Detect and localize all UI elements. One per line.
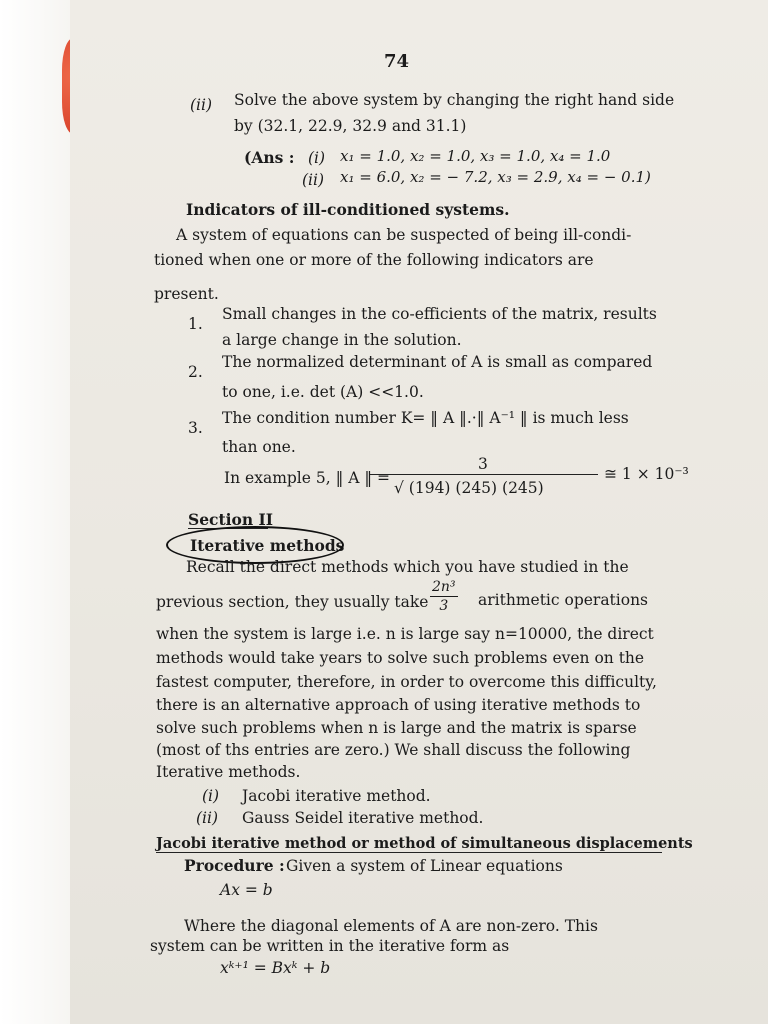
indicator-3-line-2: than one.	[222, 438, 296, 456]
section-title: Section II	[188, 510, 274, 529]
section-subtitle: Iterative methods	[190, 536, 345, 555]
body-line-2-start: previous section, they usually take	[156, 593, 429, 611]
where-line-2: system can be written in the iterative form as	[150, 937, 510, 955]
where-line-1: Where the diagonal elements of A are non-zero. This	[184, 917, 598, 935]
indicator-3-number: 3.	[188, 419, 203, 437]
equation-ax-b: Ax = b	[220, 881, 273, 899]
indicators-heading: Indicators of ill-conditioned systems.	[186, 200, 510, 219]
indicator-1-line-2: a large change in the solution.	[222, 331, 462, 349]
iterative-form: xᵏ⁺¹ = Bxᵏ + b	[220, 959, 331, 977]
page-margin	[0, 0, 70, 1024]
indicator-1-number: 1.	[188, 315, 203, 333]
document-page	[70, 0, 768, 1024]
indicators-intro-1: A system of equations can be suspected of being ill-condi-	[176, 226, 632, 244]
page-number: 74	[384, 51, 410, 72]
body-line-5: fastest computer, therefore, in order to overcome this difficulty,	[156, 673, 657, 691]
answer-ii-marker: (ii)	[302, 171, 325, 189]
fraction-numerator: 2n³	[432, 579, 456, 595]
example-fraction-bar	[370, 474, 598, 475]
body-line-3: when the system is large i.e. n is large say n=10000, the direct	[156, 625, 654, 643]
body-line-2-end: arithmetic operations	[478, 591, 649, 609]
indicator-1-line-1: Small changes in the co-efficients of the matrix, results	[222, 305, 657, 323]
procedure-text: Given a system of Linear equations	[286, 857, 563, 875]
method-2-text: Gauss Seidel iterative method.	[242, 809, 484, 827]
answer-label: (Ans :	[244, 148, 295, 167]
indicator-2-number: 2.	[188, 363, 203, 381]
example-denominator: √ (194) (245) (245)	[394, 479, 544, 497]
fraction-denominator: 3	[439, 598, 449, 614]
body-line-9: Iterative methods.	[156, 763, 301, 781]
indicator-3-line-1: The condition number K= ‖ A ‖.·‖ A⁻¹ ‖ is much less	[222, 409, 629, 427]
answer-i: x₁ = 1.0, x₂ = 1.0, x₃ = 1.0, x₄ = 1.0	[340, 147, 611, 165]
exercise-marker: (ii)	[190, 96, 213, 114]
exercise-line-2: by (32.1, 22.9, 32.9 and 31.1)	[234, 117, 467, 135]
jacobi-heading: Jacobi iterative method or method of simultaneous displacements	[156, 835, 693, 852]
example-prefix: In example 5, ‖ A ‖ =	[224, 469, 391, 487]
example-numerator: 3	[478, 455, 488, 473]
indicator-2-line-2: to one, i.e. det (A) <<1.0.	[222, 383, 424, 401]
answer-i-marker: (i)	[308, 149, 326, 167]
method-1-text: Jacobi iterative method.	[242, 787, 431, 805]
indicator-2-line-1: The normalized determinant of A is small as compared	[222, 353, 653, 371]
indicators-intro-3: present.	[154, 285, 219, 303]
jacobi-heading-underline	[156, 852, 662, 853]
operations-fraction	[430, 578, 458, 615]
procedure-label: Procedure :	[184, 856, 285, 875]
exercise-line-1: Solve the above system by changing the right hand side	[234, 91, 675, 109]
body-line-4: methods would take years to solve such problems even on the	[156, 649, 645, 667]
body-line-6: there is an alternative approach of using iterative methods to	[156, 696, 641, 714]
indicators-intro-2: tioned when one or more of the following indicators are	[154, 251, 594, 269]
body-line-7: solve such problems when n is large and the matrix is sparse	[156, 719, 637, 737]
body-line-1: Recall the direct methods which you have studied in the	[186, 558, 629, 576]
example-result: ≅ 1 × 10⁻³	[604, 465, 689, 483]
body-line-8: (most of ths entries are zero.) We shall discuss the following	[156, 741, 631, 759]
answer-ii: x₁ = 6.0, x₂ = − 7.2, x₃ = 2.9, x₄ = − 0.1)	[340, 168, 651, 186]
method-2-marker: (ii)	[196, 809, 219, 827]
method-1-marker: (i)	[202, 787, 220, 805]
